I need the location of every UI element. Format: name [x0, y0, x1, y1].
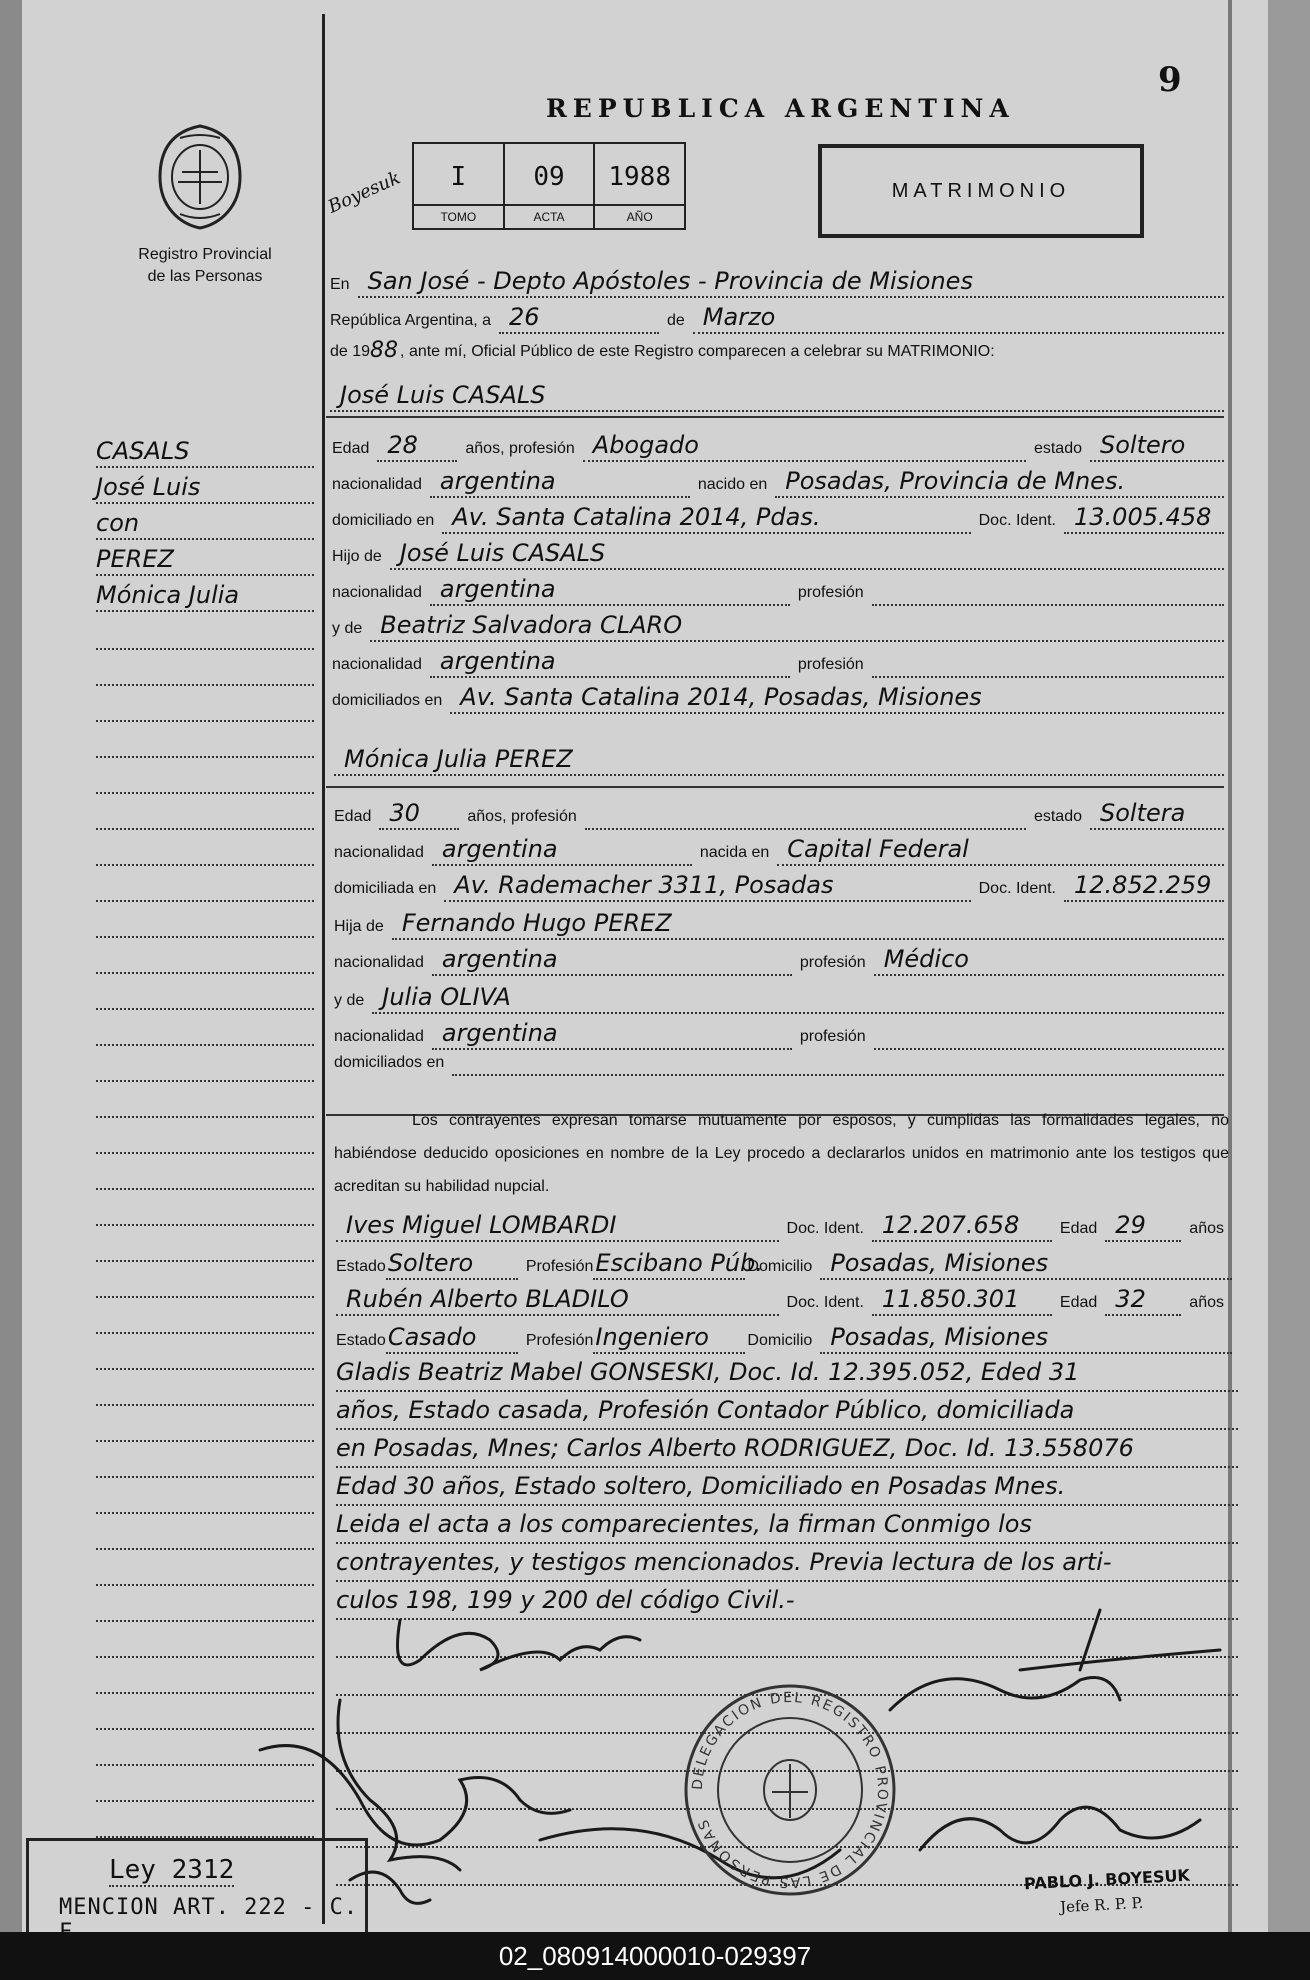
contrayente1-padre-nacionalidad: argentina	[430, 574, 790, 606]
margin-blank-line	[96, 1122, 314, 1154]
margin-blank-line	[96, 726, 314, 758]
contrayente1-nacionalidad: argentina	[430, 466, 690, 498]
contrayente1-nombre: José Luis CASALS	[330, 380, 1224, 412]
tomo-acta-anio-box	[412, 142, 686, 230]
margin-blank-line	[96, 762, 314, 794]
contrayente2-padres-domicilio	[452, 1074, 1224, 1076]
handwritten-note-line: en Posadas, Mnes; Carlos Alberto RODRIGUEZ, Doc. Id. 13.558076	[336, 1432, 1238, 1468]
contrayente1-edad: 28	[377, 430, 457, 462]
estado-label: estado	[1033, 808, 1082, 825]
hija-de-label: Hija de	[334, 918, 384, 935]
contrayente1-padre-profesion	[872, 604, 1224, 606]
separator	[326, 416, 1224, 418]
contrayente1-padre: José Luis CASALS	[390, 538, 1224, 570]
domiciliado-en-label: domiciliado en	[332, 512, 435, 529]
testigo2-nombre: Rubén Alberto BLADILO	[336, 1284, 779, 1316]
contrayente2-padre-line	[334, 908, 1224, 940]
margin-blank-line	[96, 1158, 314, 1190]
acta-cell	[505, 144, 596, 228]
file-id-bar: 02_080914000010-029397	[0, 1932, 1310, 1980]
handwritten-note-line: años, Estado casada, Profesión Contador Público, domiciliada	[336, 1394, 1238, 1430]
tomo-value: I	[450, 162, 467, 192]
contrayente1-domicilio-line	[332, 502, 1224, 534]
margin-blank-line	[96, 654, 314, 686]
domicilio-label: Domicilio	[747, 1332, 813, 1349]
contrayente1-nacionalidad-line	[332, 466, 1224, 498]
anio-cell	[595, 144, 684, 228]
contrayente2-madre-profesion	[874, 1048, 1224, 1050]
margin-blank-line	[96, 1050, 314, 1082]
declaracion-text: Los contrayentes expresan tomarse mutuamente por esposos, y cumplidas las formalidades legales, no habiéndose deducido oposiciones en nombre de la Ley procedo a declararlos unidos en matrimonio ante los testigos que acreditan su habilidad nupcial.	[334, 1112, 1229, 1195]
contrayente2-nacionalidad: argentina	[432, 834, 692, 866]
profesion-label: profesión	[797, 584, 864, 601]
ley-box	[26, 1838, 368, 1936]
handwritten-note-line: contrayentes, y testigos mencionados. Previa lectura de los arti-	[336, 1546, 1238, 1582]
anio-value: 1988	[608, 162, 671, 192]
handwritten-note-line: culos 198, 199 y 200 del código Civil.-	[336, 1584, 1238, 1620]
nacionalidad-label: nacionalidad	[332, 656, 422, 673]
margin-blank-line	[96, 834, 314, 866]
margin-note: con	[96, 508, 314, 540]
contrayente2-domicilio: Av. Rademacher 3311, Posadas	[444, 870, 970, 902]
nacionalidad-label: nacionalidad	[334, 1028, 424, 1045]
contrayente2-nacionalidad-line	[334, 834, 1224, 866]
contrayente1-edad-line	[332, 430, 1224, 462]
domiciliados-en-label: domiciliados en	[332, 692, 443, 709]
margin-blank-line	[96, 1338, 314, 1370]
testigo2-domicilio: Posadas, Misiones	[820, 1322, 1232, 1354]
anio-suffix: 88	[370, 338, 399, 363]
edad-label: Edad	[332, 440, 370, 457]
mes-value: Marzo	[693, 302, 1224, 334]
estado-label: estado	[1033, 440, 1082, 457]
margin-note: CASALS	[96, 436, 314, 468]
contrayente1-padres-domicilio-line	[332, 682, 1224, 714]
profesion-label: Profesión	[525, 1332, 594, 1349]
anios-label: años	[1189, 1220, 1224, 1237]
acta-value: 09	[533, 162, 565, 192]
contrayente2-profesion	[585, 828, 1026, 830]
ley-number: Ley 2312	[109, 1855, 235, 1885]
contrayente2-padre-profesion: Médico	[874, 944, 1224, 976]
contrayente2-padres-domicilio-line	[334, 1054, 1224, 1076]
nacida-en-label: nacida en	[699, 844, 770, 861]
page-right-edge	[1268, 0, 1310, 1932]
margin-note: PEREZ	[96, 544, 314, 576]
testigo1-doc: 12.207.658	[872, 1210, 1052, 1242]
contrayente2-doc: 12.852.259	[1064, 870, 1224, 902]
contrayente2-padre-nacionalidad-line	[334, 944, 1224, 976]
registro-label	[110, 244, 300, 288]
handwritten-note-line: Leida el acta a los comparecientes, la firman Conmigo los	[336, 1508, 1238, 1544]
margin-blank-line	[96, 1554, 314, 1586]
testigo2-estado: Casado	[386, 1322, 518, 1354]
contrayente2-nombre: Mónica Julia PEREZ	[334, 744, 1224, 776]
testigo1-edad: 29	[1105, 1210, 1181, 1242]
margin-blank-line	[96, 798, 314, 830]
contrayente2-edad: 30	[379, 798, 459, 830]
page-number: 9	[1158, 60, 1182, 100]
margin-note: José Luis	[96, 472, 314, 504]
testigo1-line1	[336, 1210, 1232, 1242]
contrayente1-profesion: Abogado	[583, 430, 1026, 462]
margin-blank-line	[96, 1482, 314, 1514]
oficial-cargo: Jefe R. P. P.	[1059, 1893, 1144, 1917]
anios-label: años	[1189, 1294, 1224, 1311]
contrayente2-domicilio-line	[334, 870, 1224, 902]
profesion-label: Profesión	[525, 1258, 594, 1275]
edad-label: Edad	[1059, 1220, 1098, 1237]
margin-blank-line	[96, 870, 314, 902]
contrayente2-nombre-line	[334, 744, 1224, 776]
estado-label: Estado	[336, 1258, 386, 1275]
document-type-box: MATRIMONIO	[818, 144, 1144, 238]
contrayente1-nacido-en: Posadas, Provincia de Mnes.	[775, 466, 1224, 498]
contrayente1-padres-domicilio: Av. Santa Catalina 2014, Posadas, Misiones	[450, 682, 1224, 714]
contrayente2-nacida-en: Capital Federal	[777, 834, 1224, 866]
contrayente1-domicilio: Av. Santa Catalina 2014, Pdas.	[442, 502, 970, 534]
doc-ident-label: Doc. Ident.	[978, 512, 1056, 529]
margin-blank-line	[96, 1518, 314, 1550]
nacionalidad-label: nacionalidad	[332, 584, 422, 601]
testigo2-line2	[336, 1322, 1232, 1354]
y-de-label: y de	[334, 992, 365, 1009]
contrayente1-madre-nacionalidad-line	[332, 646, 1224, 678]
document-title: REPUBLICA ARGENTINA	[546, 94, 1015, 123]
testigo1-line2	[336, 1248, 1232, 1280]
separator	[326, 786, 1224, 788]
domiciliados-en-label: domiciliados en	[334, 1054, 445, 1071]
margin-blank-line	[96, 942, 314, 974]
contrayente2-padre: Fernando Hugo PEREZ	[392, 908, 1224, 940]
contrayente1-doc: 13.005.458	[1064, 502, 1224, 534]
contrayente1-madre-line	[332, 610, 1224, 642]
mencion-text: MENCION ART. 222 - C.	[59, 1895, 359, 1920]
anio-label: AÑO	[595, 204, 684, 228]
margin-blank-line	[96, 1266, 314, 1298]
en-label: En	[330, 276, 350, 293]
contrayente1-estado: Soltero	[1090, 430, 1224, 462]
margin-blank-line	[96, 978, 314, 1010]
oficial-nombre: PABLO J. BOYESUK	[1023, 1865, 1191, 1894]
tomo-label: TOMO	[414, 204, 503, 228]
tomo-cell	[414, 144, 505, 228]
testigo2-profesion: Ingeniero	[593, 1322, 745, 1354]
domicilio-label: Domicilio	[747, 1258, 813, 1275]
registro-line-2: de las Personas	[147, 268, 263, 285]
official-stamp-icon	[680, 1680, 900, 1900]
testigo1-profesion: Escibano Púb.	[593, 1248, 745, 1280]
testigo2-doc: 11.850.301	[872, 1284, 1052, 1316]
margin-blank-line	[96, 1086, 314, 1118]
contrayente1-madre-profesion	[872, 676, 1224, 678]
margin-blank-line	[96, 1446, 314, 1478]
doc-ident-label: Doc. Ident.	[978, 880, 1056, 897]
acta-label: ACTA	[505, 204, 594, 228]
handwritten-note-line: Gladis Beatriz Mabel GONSESKI, Doc. Id. 12.395.052, Eded 31	[336, 1356, 1238, 1392]
registro-line-1: Registro Provincial	[138, 246, 272, 263]
nacionalidad-label: nacionalidad	[334, 844, 424, 861]
contrayente2-madre-line	[334, 982, 1224, 1014]
nacido-en-label: nacido en	[697, 476, 768, 493]
doc-ident-label: Doc. Ident.	[786, 1294, 864, 1311]
testigo2-line1	[336, 1284, 1232, 1316]
testigo2-edad: 32	[1105, 1284, 1181, 1316]
intro-line-anio	[330, 338, 1224, 365]
margin-note: Mónica Julia	[96, 580, 314, 612]
hijo-de-label: Hijo de	[332, 548, 382, 565]
doc-ident-label: Doc. Ident.	[786, 1220, 864, 1237]
lugar-value: San José - Depto Apóstoles - Provincia de Misiones	[358, 266, 1224, 298]
margin-blank-line	[96, 906, 314, 938]
anios-profesion-label: años, profesión	[467, 808, 577, 825]
testigo1-estado: Soltero	[386, 1248, 518, 1280]
anio-prefix: de 19	[330, 343, 371, 360]
profesion-label: profesión	[799, 1028, 866, 1045]
estado-label: Estado	[336, 1332, 386, 1349]
nacionalidad-label: nacionalidad	[332, 476, 422, 493]
margin-blank-line	[96, 1230, 314, 1262]
profesion-label: profesión	[797, 656, 864, 673]
edad-label: Edad	[1059, 1294, 1098, 1311]
handwritten-note-line: Edad 30 años, Estado soltero, Domiciliado en Posadas Mnes.	[336, 1470, 1238, 1506]
contrayente2-madre-nacionalidad: argentina	[432, 1018, 792, 1050]
profesion-label: profesión	[799, 954, 866, 971]
intro-line-fecha	[330, 302, 1224, 334]
dia-value: 26	[499, 302, 659, 334]
nacionalidad-label: nacionalidad	[334, 954, 424, 971]
margin-blank-line	[96, 1194, 314, 1226]
republica-label: República Argentina, a	[330, 312, 491, 329]
intro-line-lugar	[330, 266, 1224, 298]
edad-label: Edad	[334, 808, 372, 825]
contrayente1-madre: Beatriz Salvadora CLARO	[370, 610, 1224, 642]
margin-blank-line	[96, 1014, 314, 1046]
provincial-seal-icon	[150, 122, 250, 232]
contrayente1-madre-nacionalidad: argentina	[430, 646, 790, 678]
margin-blank-line	[96, 690, 314, 722]
y-de-label: y de	[332, 620, 363, 637]
margin-blank-line	[96, 1374, 314, 1406]
de-label: de	[667, 312, 685, 329]
contrayente2-padre-nacionalidad: argentina	[432, 944, 792, 976]
margin-blank-line	[96, 618, 314, 650]
svg-text:DELEGACION DEL REGISTRO PROVIN: DELEGACION DEL REGISTRO PROVINCIAL DE LAS PERSONAS	[689, 1689, 891, 1891]
margin-blank-line	[96, 1410, 314, 1442]
contrayente2-estado: Soltera	[1090, 798, 1224, 830]
contrayente2-edad-line	[334, 798, 1224, 830]
contrayente1-padre-line	[332, 538, 1224, 570]
testigo1-nombre: Ives Miguel LOMBARDI	[336, 1210, 779, 1242]
boyesuk-handwritten-note: Boyesuk	[325, 167, 404, 218]
intro-text: , ante mí, Oficial Público de este Registro comparecen a celebrar su MATRIMONIO:	[400, 343, 995, 360]
testigo1-domicilio: Posadas, Misiones	[820, 1248, 1232, 1280]
contrayente2-madre: Julia OLIVA	[372, 982, 1224, 1014]
contrayente2-madre-nacionalidad-line	[334, 1018, 1224, 1050]
domiciliada-en-label: domiciliada en	[334, 880, 437, 897]
anios-profesion-label: años, profesión	[465, 440, 575, 457]
contrayente1-padre-nacionalidad-line	[332, 574, 1224, 606]
page-left-edge	[0, 0, 22, 1932]
contrayente1-nombre-line	[330, 380, 1224, 412]
margin-blank-line	[96, 1302, 314, 1334]
